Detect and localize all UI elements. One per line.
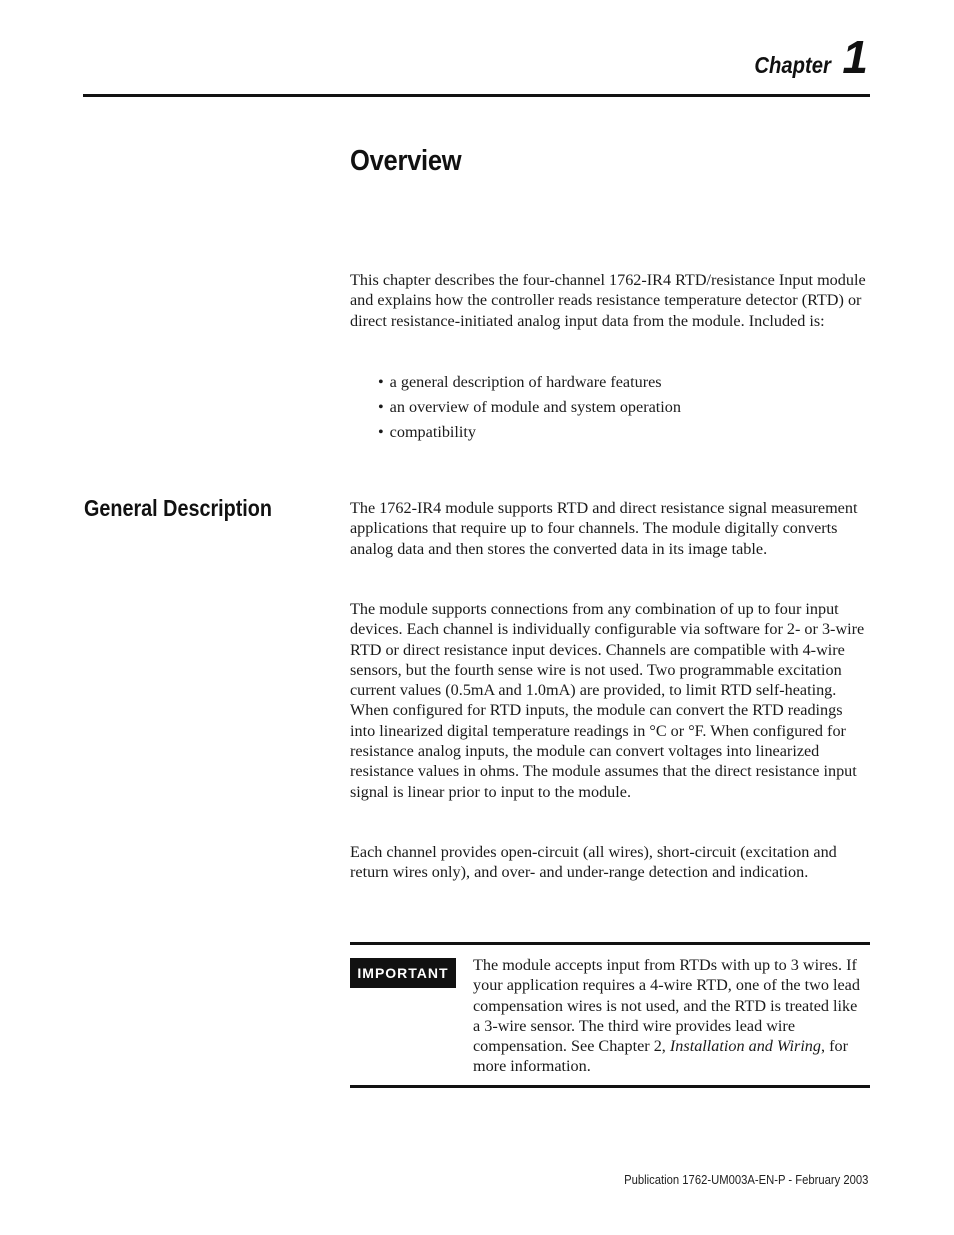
important-note <box>350 942 870 1088</box>
general-description-paragraph-1: The 1762-IR4 module supports RTD and direct resistance signal measurement applications that require up to four channels. The module digitally converts analog data and then stores the converted data in its image table. <box>350 499 858 558</box>
footer-publication: Publication 1762-UM003A-EN-P - February 2003 <box>623 1173 868 1187</box>
general-description-paragraph-2: The module supports connections from any combination of up to four input devices. Each channel is individually configurable via software for 2- or 3-wire RTD or direct resistance input devices. Channels are compatible with 4-wire sensors, but the fourth sense wire is not used. Two programmable excitation current values (0.5mA and 1.0mA) are provided, to limit RTD self-heating. When configured for RTD inputs, the module can convert the RTD readings into linearized digital temperature readings in °C or °F. When configured for resistance analog inputs, the module can convert voltages into linearized resistance values in ohms. The module assumes that the direct resistance input signal is linear prior to input to the module. <box>350 600 865 801</box>
chapter-header <box>744 31 869 83</box>
list-item: • an overview of module and system operation <box>378 398 681 416</box>
section-heading-general-description: General Description <box>84 495 272 521</box>
intro-paragraph: This chapter describes the four-channel 1762-IR4 RTD/resistance Input module and explains how the controller reads resistance temperature detector (RTD) or direct resistance-initiated analog input data from the module. Included is: <box>350 271 866 330</box>
important-badge: IMPORTANT <box>350 958 456 988</box>
important-text <box>473 955 868 1077</box>
list-item: • compatibility <box>378 423 476 441</box>
chapter-label: Chapter <box>753 52 831 78</box>
page-title: Overview <box>350 145 462 177</box>
bullet-text: a general description of hardware features <box>389 373 662 391</box>
general-description-paragraph-3: Each channel provides open-circuit (all wires), short-circuit (excitation and return wires only), and over- and under-range detection and indication. <box>350 843 837 882</box>
bullet-text: an overview of module and system operation <box>389 398 681 416</box>
important-text-part: , for more information. <box>473 1037 848 1076</box>
important-text-part: The module accepts input from RTDs with up to 3 wires. If your application requires a 4-wire RTD, one of the two lead compensation wires is not used, and the RTD is treated like a 3-wire sensor. The third wire provides lead wire compensation. See Chapter 2, <box>473 956 860 1056</box>
important-text-italic: Installation and Wiring <box>669 1037 821 1056</box>
chapter-number: 1 <box>842 31 868 83</box>
list-item: • a general description of hardware features <box>378 373 662 391</box>
header-rule <box>83 94 870 97</box>
bullet-text: compatibility <box>389 423 476 441</box>
intro-bullet-list <box>378 370 681 445</box>
